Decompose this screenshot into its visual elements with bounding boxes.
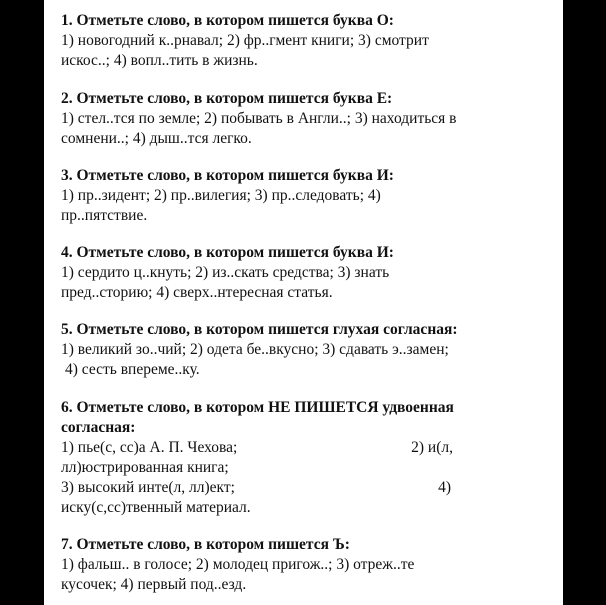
question-title: 2. Отметьте слово, в котором пишется буква Е:	[61, 90, 393, 107]
question-text-line: 1) пр..зидент; 2) пр..вилегия; 3) пр..следовать; 4)	[61, 187, 381, 204]
answer-option-4-start: 4)	[438, 479, 451, 496]
question-3	[61, 166, 551, 226]
question-title: 5. Отметьте слово, в котором пишется глухая согласная:	[61, 321, 458, 338]
question-title: 3. Отметьте слово, в котором пишется буква И:	[61, 167, 394, 184]
question-text-line: 1) новогодний к..рнавал; 2) фр..гмент книги; 3) смотрит	[61, 32, 429, 49]
question-text-line: 1) великий зо..чий; 2) одета бе..вкусно; 3) сдавать э..замен;	[61, 341, 449, 358]
question-1	[61, 11, 551, 71]
answer-option-2-start: 2) и(л,	[411, 439, 453, 456]
question-6	[61, 398, 491, 518]
question-7	[61, 535, 551, 595]
question-4	[61, 243, 551, 303]
question-text-line: пред..сторию; 4) сверх..нтересная статья.	[61, 284, 333, 301]
question-2	[61, 89, 551, 149]
answer-option-4-end: иску(с,сс)твенный материал.	[61, 499, 251, 516]
answer-option-3: 3) высокий инте(л, лл)ект;	[61, 479, 235, 496]
question-5	[61, 320, 551, 380]
question-text-line: 4) сесть впереме..ку.	[65, 361, 200, 378]
answer-option-1: 1) пье(с, сс)а А. П. Чехова;	[61, 439, 238, 456]
document-page	[44, 0, 563, 605]
question-text-line: кусочек; 4) первый под..езд.	[61, 576, 247, 593]
question-text-line	[61, 478, 491, 498]
question-text-line: искос..; 4) вопл..тить в жизнь.	[61, 52, 258, 69]
question-text-line: 1) стел..тся по земле; 2) побывать в Англи..; 3) находиться в	[61, 110, 457, 127]
question-title: 6. Отметьте слово, в котором НЕ ПИШЕТСЯ удвоенная согласная:	[61, 399, 454, 436]
question-title: 7. Отметьте слово, в котором пишется Ъ:	[61, 536, 350, 553]
answer-option-2-end: лл)юстрированная книга;	[61, 459, 229, 476]
question-text-line: 1) фальш.. в голосе; 2) молодец пригож..; 3) отреж..те	[61, 556, 415, 573]
question-title: 1. Отметьте слово, в котором пишется буква О:	[61, 12, 394, 29]
question-text-line	[61, 438, 491, 458]
question-text-line: 1) сердито ц..кнуть; 2) из..скать средства; 3) знать	[61, 264, 390, 281]
question-title: 4. Отметьте слово, в котором пишется буква И:	[61, 244, 394, 261]
question-text-line: пр..пятствие.	[61, 207, 148, 224]
question-text-line: сомнени..; 4) дыш..тся легко.	[61, 130, 252, 147]
